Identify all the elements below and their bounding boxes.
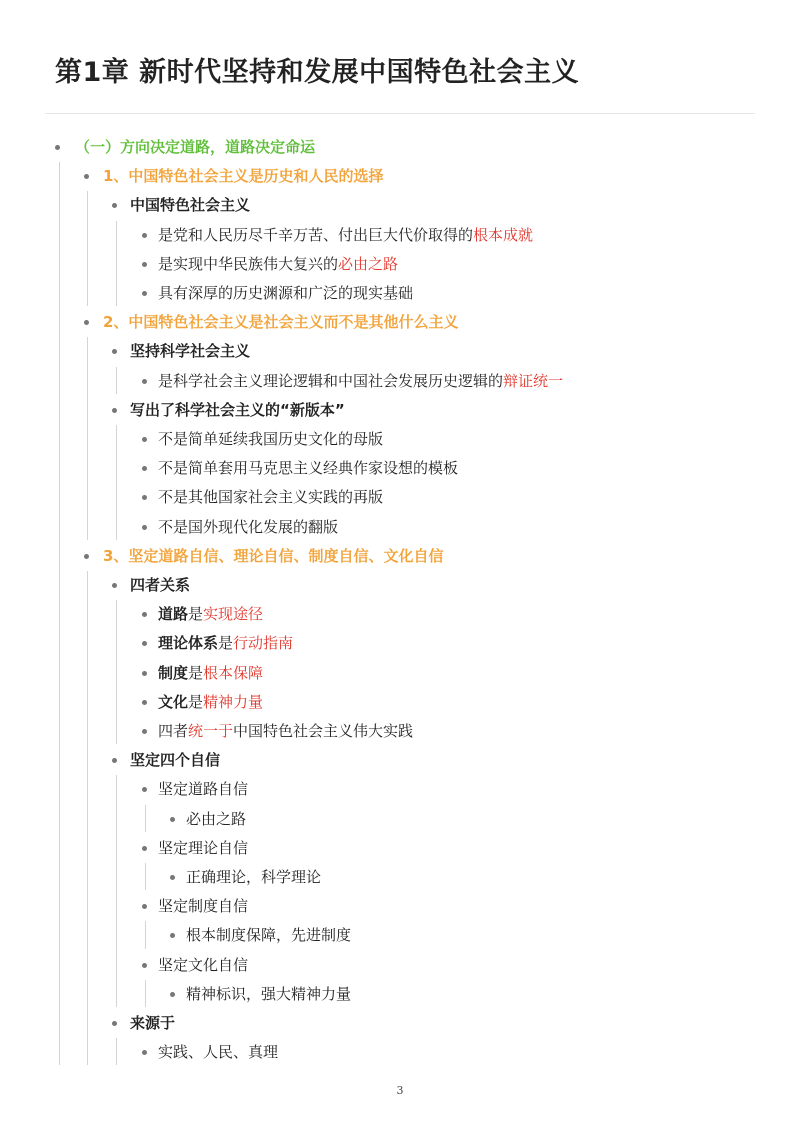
outline-item-level-3 [158,834,248,863]
bullet-dot-icon [142,466,147,471]
outline-text: 3、坚定道路自信、理论自信、制度自信、文化自信 [103,546,444,565]
outline-text: 理论体系 [158,634,219,653]
outline-item-level-3 [158,513,338,542]
tree-guide-line [145,921,146,948]
tree-guide-line [145,863,146,890]
outline-item-level-4 [186,805,246,834]
bullet-dot-icon [170,875,175,880]
outline-text: 实现途径 [203,605,264,624]
outline-item-level-3 [158,892,248,921]
outline-text: 坚定理论自信 [158,838,249,857]
outline-item-level-3 [158,250,398,279]
bullet-dot-icon [142,671,147,676]
outline-text: 坚持科学社会主义 [130,342,251,361]
bullet-dot-icon [142,963,147,968]
page-title: 第1章 新时代坚持和发展中国特色社会主义 [55,57,580,88]
outline-text: 必由之路 [186,809,247,828]
outline-text: 是科学社会主义理论逻辑和中国社会发展历史逻辑的 [158,371,504,390]
bullet-dot-icon [142,612,147,617]
tree-guide-line [87,337,88,539]
bullet-dot-icon [55,145,60,150]
outline-text: 辩证统一 [503,371,564,390]
outline-text: 是 [188,605,204,624]
outline-text: 不是简单套用马克思主义经典作家设想的模板 [158,459,459,478]
bullet-dot-icon [142,729,147,734]
tree-guide-line [116,600,117,744]
bullet-dot-icon [142,262,147,267]
outline-item-level-3 [158,221,533,250]
bullet-dot-icon [142,495,147,500]
bullet-dot-icon [142,437,147,442]
outline-text: 来源于 [130,1014,176,1032]
tree-guide-line [116,425,117,540]
outline-text: 坚定文化自信 [158,955,249,974]
title-divider [45,113,755,114]
outline-text: 是 [188,692,204,711]
outline-item-level-2 [130,746,220,775]
bullet-dot-icon [112,583,117,588]
outline-text: 是 [218,634,234,653]
tree-guide-line [116,367,117,394]
bullet-dot-icon [112,758,117,763]
outline-text: 2、中国特色社会主义是社会主义而不是其他什么主义 [103,313,459,332]
bullet-dot-icon [142,379,147,384]
outline-text: 制度 [158,663,189,682]
outline-text: 四者 [158,722,189,740]
outline-text: 不是国外现代化发展的翻版 [158,517,339,536]
bullet-dot-icon [84,554,89,559]
outline-text: 道路 [158,605,189,624]
tree-guide-line [116,221,117,307]
outline-text: 根本成就 [473,225,534,244]
outline-item-level-1 [103,308,458,337]
outline-text: 正确理论，科学理论 [186,868,322,886]
bullet-dot-icon [142,904,147,909]
bullet-dot-icon [170,992,175,997]
outline-item-level-3 [158,629,293,658]
outline-text: 坚定制度自信 [158,897,249,916]
outline-item-level-3 [158,279,413,308]
bullet-dot-icon [142,846,147,851]
bullet-dot-icon [170,933,175,938]
outline-text: 是党和人民历尽千辛万苦、付出巨大代价取得的 [158,225,474,244]
outline-item-level-3 [158,688,263,717]
tree-guide-line [87,571,88,1065]
bullet-dot-icon [112,408,117,413]
outline-text: 中国特色社会主义伟大实践 [233,722,414,740]
tree-guide-line [59,162,60,1065]
outline-text: 精神标识，强大精神力量 [186,984,352,1003]
outline-text: 行动指南 [233,634,294,653]
outline-text: 四者关系 [130,576,191,594]
outline-item-level-3 [158,1038,278,1067]
bullet-dot-icon [112,203,117,208]
tree-guide-line [116,775,117,1007]
tree-guide-line [145,805,146,832]
outline-text: 具有深厚的历史渊源和广泛的现实基础 [158,284,414,302]
tree-guide-line [145,980,146,1007]
outline-item-level-2 [130,337,250,366]
outline-item-level-2 [130,571,190,600]
outline-item-level-3 [158,483,383,512]
outline-item-level-3 [158,775,248,804]
bullet-dot-icon [170,817,175,822]
outline-text: 必由之路 [338,254,399,273]
outline-item-level-3 [158,600,263,629]
outline-item-level-1 [103,162,383,191]
outline-text: 实践、人民、真理 [158,1043,279,1062]
outline-item-level-4 [186,980,351,1009]
outline-item-level-1 [103,542,443,571]
outline-text: 是 [188,663,204,682]
outline-item-level-2 [130,1009,175,1038]
page-number: 3 [396,1084,404,1097]
bullet-dot-icon [142,700,147,705]
outline-item-level-3 [158,425,383,454]
outline-text: 1、中国特色社会主义是历史和人民的选择 [103,167,384,186]
bullet-dot-icon [142,233,147,238]
outline-text: 统一于 [188,722,234,740]
outline-text: 不是简单延续我国历史文化的母版 [158,430,384,448]
outline-item-level-2 [130,191,250,220]
tree-guide-line [116,1038,117,1065]
bullet-dot-icon [142,787,147,792]
outline-text: 写出了科学社会主义的“新版本” [130,400,345,419]
bullet-dot-icon [112,1021,117,1026]
outline-text: 文化 [158,692,189,711]
outline-text: 坚定四个自信 [130,751,221,770]
bullet-dot-icon [142,525,147,530]
outline-text: 中国特色社会主义 [130,196,251,215]
outline-item-level-3 [158,367,563,396]
outline-text: 精神力量 [203,692,264,711]
outline-item-level-3 [158,951,248,980]
outline-item-level-3 [158,659,263,688]
bullet-dot-icon [142,291,147,296]
outline-item-level-3 [158,717,413,746]
bullet-dot-icon [142,641,147,646]
outline-item-level-0 [75,133,315,162]
bullet-dot-icon [142,1050,147,1055]
bullet-dot-icon [84,320,89,325]
outline-item-level-4 [186,863,321,892]
outline-text: 根本保障 [203,663,264,682]
bullet-dot-icon [112,349,117,354]
tree-guide-line [87,191,88,306]
outline-item-level-4 [186,921,351,950]
outline-item-level-3 [158,454,458,483]
outline-text: （一）方向决定道路，道路决定命运 [75,138,316,156]
outline-text: 根本制度保障，先进制度 [186,926,352,945]
outline-text: 是实现中华民族伟大复兴的 [158,254,339,273]
outline-item-level-2 [130,396,345,425]
bullet-dot-icon [84,174,89,179]
outline-text: 不是其他国家社会主义实践的再版 [158,488,384,507]
outline-text: 坚定道路自信 [158,780,249,799]
